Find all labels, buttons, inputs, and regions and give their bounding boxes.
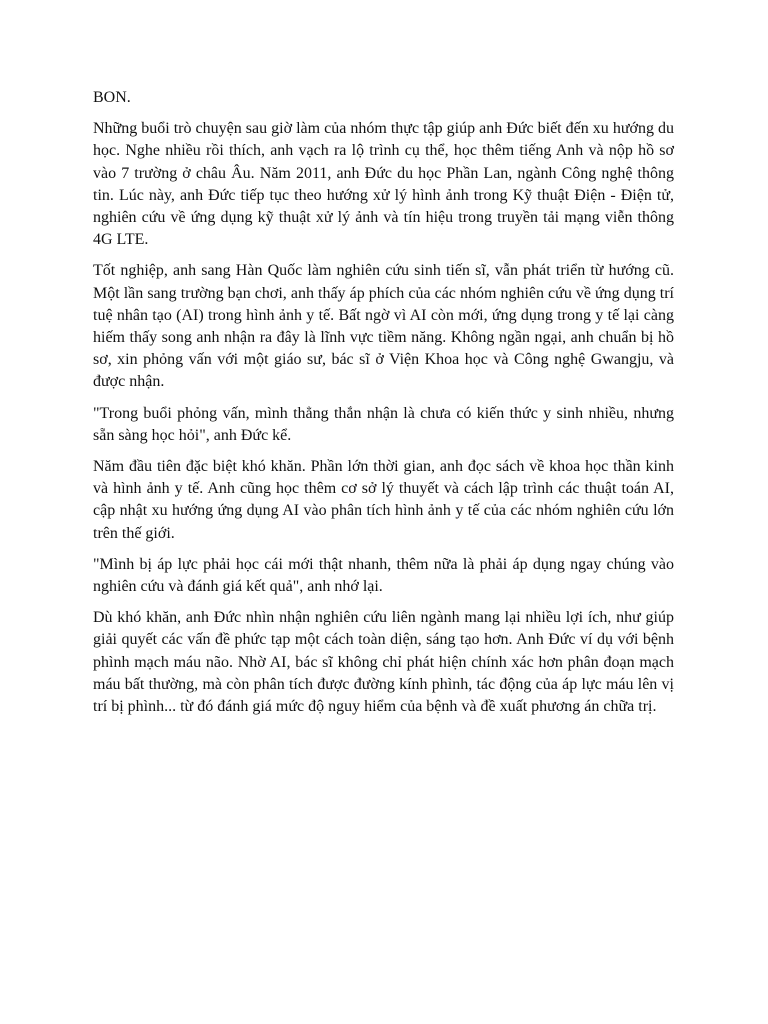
quote-interview: "Trong buổi phỏng vấn, mình thẳng thắn nhận là chưa có kiến thức y sinh nhiều, nhưng sẵn sàng học hỏi", anh Đức kể. xyxy=(93,404,674,444)
paragraph-interdisciplinary: Dù khó khăn, anh Đức nhìn nhận nghiên cứu liên ngành mang lại nhiều lợi ích, như giúp giải quyết các vấn đề phức tạp một cách toàn diện, sáng tạo hơn. Anh Đức ví dụ với bệnh phình mạch máu não. Nhờ AI, bác sĩ không chỉ phát hiện chính xác hơn phân đoạn mạch máu bất thường, mà còn phân tích được đường kính phình, tác động của áp lực máu lên vị trí bị phình... từ đó đánh giá mức độ nguy hiểm của bệnh và đề xuất phương án chữa trị. xyxy=(93,609,674,716)
paragraph-korea-phd: Tốt nghiệp, anh sang Hàn Quốc làm nghiên cứu sinh tiến sĩ, vẫn phát triển từ hướng cũ. Một lần sang trường bạn chơi, anh thấy áp phích của các nhóm nghiên cứu về ứng dụng trí tuệ nhân tạo (AI) trong hình ảnh y tế. Bất ngờ vì AI còn mới, ứng dụng trong y tế lại càng hiếm thấy song anh nhận ra đây là lĩnh vực tiềm năng. Không ngần ngại, anh chuẩn bị hồ sơ, xin phỏng vấn với một giáo sư, bác sĩ ở Viện Khoa học và Công nghệ Gwangju, và được nhận. xyxy=(93,262,674,391)
paragraph-first-year: Năm đầu tiên đặc biệt khó khăn. Phần lớn thời gian, anh đọc sách về khoa học thần kinh và hình ảnh y tế. Anh cũng học thêm cơ sở lý thuyết và cách lập trình các thuật toán AI, cập nhật xu hướng ứng dụng AI vào phân tích hình ảnh y tế của các nhóm nghiên cứu lớn trên thế giới. xyxy=(93,458,674,542)
quote-pressure: "Mình bị áp lực phải học cái mới thật nhanh, thêm nữa là phải áp dụng ngay chúng vào nghiên cứu và đánh giá kết quả", anh nhớ lại. xyxy=(93,555,674,596)
paragraph-fragment: BON. xyxy=(93,89,131,106)
paragraph-study-abroad: Những buổi trò chuyện sau giờ làm của nhóm thực tập giúp anh Đức biết đến xu hướng du học. Nghe nhiều rồi thích, anh vạch ra lộ trình cụ thể, học thêm tiếng Anh và nộp hồ sơ vào 7 trường ở châu Âu. Năm 2011, anh Đức du học Phần Lan, ngành Công nghệ thông tin. Lúc này, anh Đức tiếp tục theo hướng xử lý hình ảnh trong Kỹ thuật Điện - Điện tử, nghiên cứu về ứng dụng kỹ thuật xử lý ảnh và tín hiệu trong truyền tải mạng viễn thông 4G LTE. xyxy=(93,120,674,249)
document-page xyxy=(93,87,674,727)
